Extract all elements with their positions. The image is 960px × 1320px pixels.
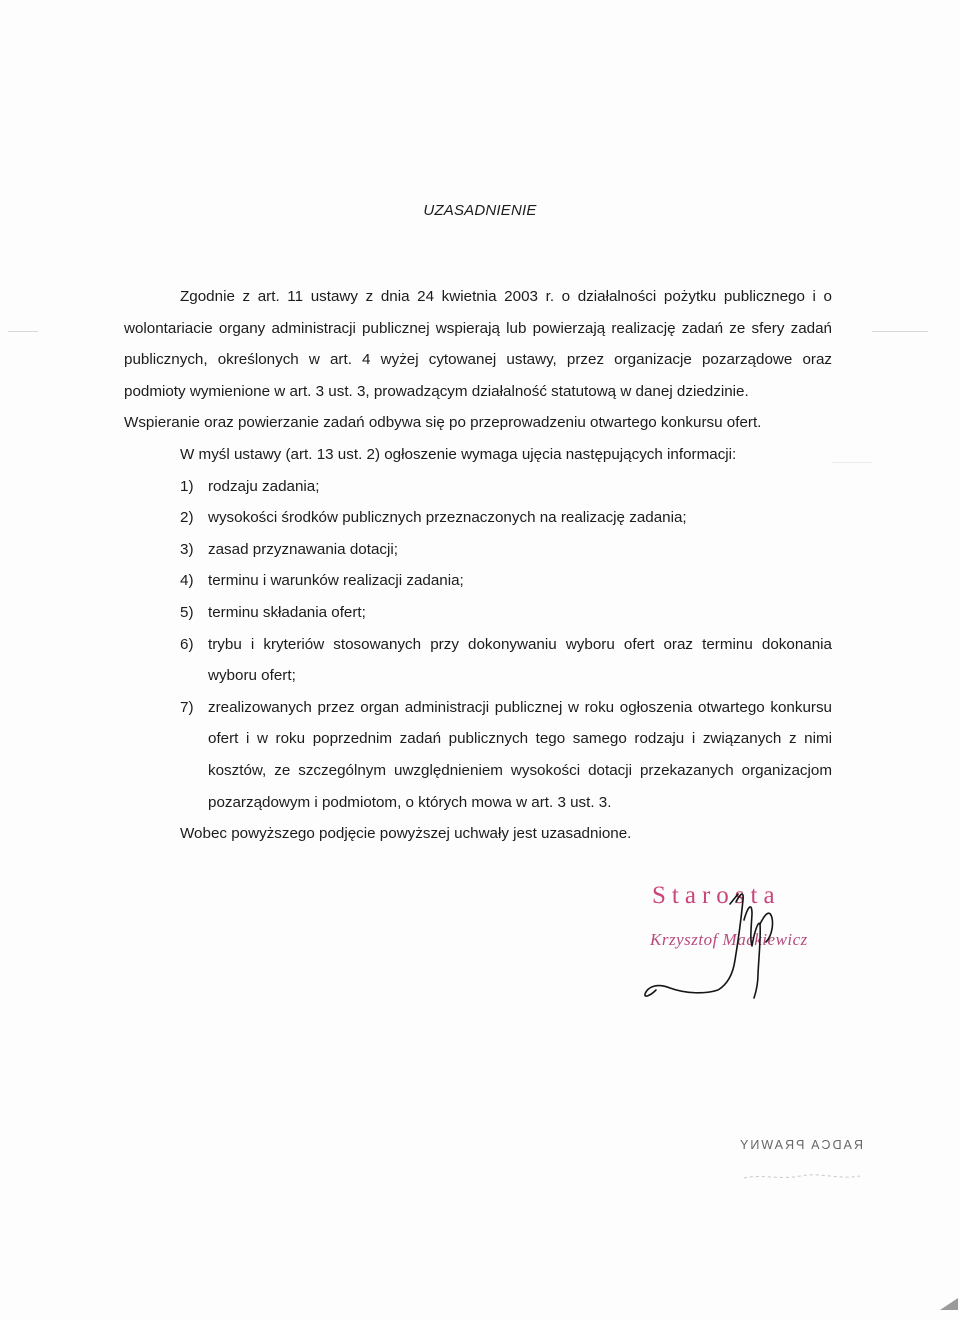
requirements-list [124,471,832,819]
stamp-name: Krzysztof Mackiewicz [650,930,808,949]
list-item [124,692,832,818]
list-item-text: terminu i warunków realizacji zadania; [208,572,464,590]
list-item-number: 1) [180,477,194,495]
list-item-number: 7) [180,698,194,716]
list-item [124,597,832,629]
list-item [124,629,832,692]
list-item-number: 4) [180,572,194,590]
document-title: UZASADNIENIE [423,202,537,219]
list-item [124,565,832,597]
list-item [124,471,832,503]
list-item [124,534,832,566]
legal-counsel-stamp-text: RADCA PRAWNY [738,1138,863,1152]
list-item-number: 5) [180,603,194,621]
official-stamp [640,880,860,1010]
list-item-number: 2) [180,509,194,527]
closing-statement: Wobec powyższego podjęcie powyższej uchwały jest uzasadnione. [180,825,632,843]
paragraph-competition: Wspieranie oraz powierzanie zadań odbywa się po przeprowadzeniu otwartego konkursu ofert. [124,414,762,432]
document-body [124,281,832,850]
handwritten-signature [640,880,860,1010]
scan-artifact [832,462,872,463]
list-item-number: 6) [180,635,194,653]
list-item-text: zasad przyznawania dotacji; [208,540,398,558]
list-item-text: rodzaju zadania; [208,477,320,495]
paragraph-legal-basis: Zgodnie z art. 11 ustawy z dnia 24 kwietnia 2003 r. o działalności pożytku publicznego i o wolontariacie organy administracji publicznej wspierają lub powierzają realizację zadań ze sfery zadań publicznych, określonych w art. 4 wyżej cytowanej ustawy, przez organizacje pozarządowe oraz podmioty wymienione w art. 3 ust. 3, prowadzącym działalność statutową w danej dziedzinie. [124,288,832,400]
list-item-text: zrealizowanych przez organ administracji publicznej w roku ogłoszenia otwartego konkursu ofert i w roku poprzednim zadań publicznych tego samego rodzaju i związanych z nimi kosztów, ze szczególnym uwzględnieniem wysokości dotacji przekazanych organizacjom pozarządowym i podmiotom, o których mowa w art. 3 ust. 3. [208,698,832,811]
scan-corner-mark [940,1296,958,1310]
scan-artifact [8,331,38,332]
list-item-text: terminu składania ofert; [208,603,366,621]
list-item [124,502,832,534]
legal-counsel-stamp [730,1136,880,1196]
paragraph-requirements: W myśl ustawy (art. 13 ust. 2) ogłoszenie wymaga ujęcia następujących informacji: [180,445,737,463]
stamp-title: Starosta [652,882,781,909]
list-item-text: trybu i kryteriów stosowanych przy dokonywaniu wyboru ofert oraz terminu dokonania wyboru ofert; [208,635,832,685]
scan-artifact [872,331,928,332]
list-item-number: 3) [180,540,194,558]
faint-stamp-scribble [730,1166,880,1186]
list-item-text: wysokości środków publicznych przeznaczonych na realizację zadania; [208,509,687,527]
